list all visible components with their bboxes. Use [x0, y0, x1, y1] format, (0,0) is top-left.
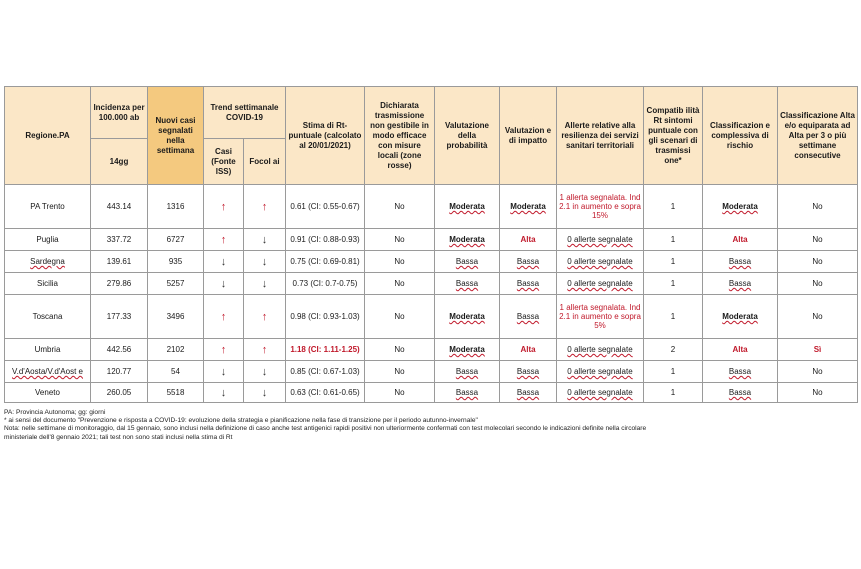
new-cases-cell: 3496	[148, 295, 204, 339]
alerts-cell: 1 allerta segnalata. Ind 2.1 in aumento e sopra 15%	[557, 185, 644, 229]
declared-cell: No	[365, 361, 435, 383]
new-cases-cell: 935	[148, 251, 204, 273]
rt-cell: 0.91 (CI: 0.88-0.93)	[286, 229, 365, 251]
footnote-document: * ai sensi del documento "Prevenzione e risposta a COVID-19: evoluzione della strategia e pianificazione nella fase di transizione per il periodo autunno-invernale"	[4, 417, 478, 425]
alerts-cell: 0 allerte segnalate	[557, 361, 644, 383]
footnote-note: Nota: nelle settimane di monitoraggio, dal 15 gennaio, sono inclusi nella definizione di caso anche test antigenici rapidi positivi non ulteriormente confermati con test molecolari secondo le indicazioni definite nella circolare	[4, 425, 647, 433]
trend-outbreaks-arrow: ↓	[244, 273, 286, 295]
classification-cell: Bassa	[703, 273, 778, 295]
header-probability: Valutazione della probabilità	[435, 87, 500, 185]
rt-cell: 0.63 (CI: 0.61-0.65)	[286, 383, 365, 403]
probability-cell: Moderata	[435, 295, 500, 339]
trend-cases-arrow: ↑	[204, 229, 244, 251]
trend-cases-arrow: ↓	[204, 361, 244, 383]
trend-outbreaks-arrow: ↓	[244, 251, 286, 273]
region-cell: Sicilia	[5, 273, 91, 295]
trend-cases-arrow: ↑	[204, 295, 244, 339]
table-row	[5, 383, 858, 403]
footnotes	[4, 409, 854, 442]
probability-cell: Bassa	[435, 273, 500, 295]
rt-cell: 0.61 (CI: 0.55-0.67)	[286, 185, 365, 229]
declared-cell: No	[365, 339, 435, 361]
impact-cell: Bassa	[500, 273, 557, 295]
trend-cases-arrow: ↑	[204, 185, 244, 229]
header-compatibility: Compatib ilità Rt sintomi puntuale con gli scenari di trasmissi one*	[644, 87, 703, 185]
trend-cases-arrow: ↓	[204, 251, 244, 273]
region-cell: PA Trento	[5, 185, 91, 229]
header-classification: Classificazion e complessiva di rischio	[703, 87, 778, 185]
trend-outbreaks-arrow: ↓	[244, 229, 286, 251]
compatibility-cell: 1	[644, 251, 703, 273]
region-cell: Sardegna	[5, 251, 91, 273]
header-incidence-sub: 14gg	[91, 139, 148, 185]
footnote-abbreviations: PA: Provincia Autonoma; gg: giorni	[4, 409, 106, 416]
impact-cell: Alta	[500, 229, 557, 251]
classification-cell: Moderata	[703, 185, 778, 229]
high-class-cell: No	[778, 273, 858, 295]
region-cell: Umbria	[5, 339, 91, 361]
header-trend: Trend settimanale COVID-19	[204, 87, 286, 139]
alerts-cell: 0 allerte segnalate	[557, 229, 644, 251]
new-cases-cell: 54	[148, 361, 204, 383]
incidence-cell: 260.05	[91, 383, 148, 403]
impact-cell: Moderata	[500, 185, 557, 229]
header-incidence: Incidenza per 100.000 ab	[91, 87, 148, 139]
alerts-cell: 0 allerte segnalate	[557, 383, 644, 403]
trend-cases-arrow: ↓	[204, 273, 244, 295]
incidence-cell: 337.72	[91, 229, 148, 251]
impact-cell: Bassa	[500, 251, 557, 273]
new-cases-cell: 5518	[148, 383, 204, 403]
compatibility-cell: 1	[644, 185, 703, 229]
compatibility-cell: 2	[644, 339, 703, 361]
high-class-cell: No	[778, 229, 858, 251]
alerts-cell: 0 allerte segnalate	[557, 251, 644, 273]
incidence-cell: 443.14	[91, 185, 148, 229]
table-row	[5, 295, 858, 339]
trend-outbreaks-arrow: ↑	[244, 185, 286, 229]
alerts-cell: 0 allerte segnalate	[557, 339, 644, 361]
rt-cell: 0.75 (CI: 0.69-0.81)	[286, 251, 365, 273]
high-class-cell: No	[778, 295, 858, 339]
alerts-cell: 1 allerta segnalata. Ind 2.1 in aumento e sopra 5%	[557, 295, 644, 339]
impact-cell: Bassa	[500, 361, 557, 383]
probability-cell: Bassa	[435, 251, 500, 273]
trend-outbreaks-arrow: ↓	[244, 383, 286, 403]
compatibility-cell: 1	[644, 273, 703, 295]
table-row	[5, 339, 858, 361]
impact-cell: Alta	[500, 339, 557, 361]
risk-table	[4, 86, 858, 403]
high-class-cell: No	[778, 185, 858, 229]
incidence-cell: 442.56	[91, 339, 148, 361]
high-class-cell: No	[778, 383, 858, 403]
impact-cell: Bassa	[500, 295, 557, 339]
trend-outbreaks-arrow: ↑	[244, 295, 286, 339]
header-impact: Valutazion e di impatto	[500, 87, 557, 185]
new-cases-cell: 5257	[148, 273, 204, 295]
declared-cell: No	[365, 229, 435, 251]
compatibility-cell: 1	[644, 383, 703, 403]
trend-cases-arrow: ↓	[204, 383, 244, 403]
incidence-cell: 139.61	[91, 251, 148, 273]
classification-cell: Bassa	[703, 361, 778, 383]
header-region: Regione.PA	[5, 87, 91, 185]
table-row	[5, 229, 858, 251]
header-rt: Stima di Rt-puntuale (calcolato al 20/01/2021)	[286, 87, 365, 185]
header-declared: Dichiarata trasmissione non gestibile in modo efficace con misure locali (zone rosse)	[365, 87, 435, 185]
probability-cell: Bassa	[435, 361, 500, 383]
trend-outbreaks-arrow: ↓	[244, 361, 286, 383]
high-class-cell: Sì	[778, 339, 858, 361]
new-cases-cell: 1316	[148, 185, 204, 229]
new-cases-cell: 6727	[148, 229, 204, 251]
footnote-note-cont: ministeriale dell'8 gennaio 2021; tali test non sono stati inclusi nella stima di Rt	[4, 433, 233, 441]
compatibility-cell: 1	[644, 229, 703, 251]
header-trend-cases: Casi (Fonte ISS)	[204, 139, 244, 185]
header-alerts: Allerte relative alla resilienza dei servizi sanitari territoriali	[557, 87, 644, 185]
probability-cell: Bassa	[435, 383, 500, 403]
alerts-cell: 0 allerte segnalate	[557, 273, 644, 295]
trend-cases-arrow: ↑	[204, 339, 244, 361]
incidence-cell: 177.33	[91, 295, 148, 339]
declared-cell: No	[365, 295, 435, 339]
classification-cell: Alta	[703, 339, 778, 361]
classification-cell: Bassa	[703, 251, 778, 273]
impact-cell: Bassa	[500, 383, 557, 403]
table-row	[5, 361, 858, 383]
header-trend-outbreaks: Focol ai	[244, 139, 286, 185]
classification-cell: Alta	[703, 229, 778, 251]
compatibility-cell: 1	[644, 361, 703, 383]
rt-cell: 0.85 (CI: 0.67-1.03)	[286, 361, 365, 383]
rt-cell: 1.18 (CI: 1.11-1.25)	[286, 339, 365, 361]
probability-cell: Moderata	[435, 229, 500, 251]
table-row	[5, 273, 858, 295]
declared-cell: No	[365, 251, 435, 273]
declared-cell: No	[365, 273, 435, 295]
rt-cell: 0.73 (CI: 0.7-0.75)	[286, 273, 365, 295]
probability-cell: Moderata	[435, 185, 500, 229]
table-row	[5, 251, 858, 273]
header-new-cases: Nuovi casi segnalati nella settimana	[148, 87, 204, 185]
header-high-class: Classificazione Alta e/o equiparata ad Alta per 3 o più settimane consecutive	[778, 87, 858, 185]
region-cell: Veneto	[5, 383, 91, 403]
trend-outbreaks-arrow: ↑	[244, 339, 286, 361]
compatibility-cell: 1	[644, 295, 703, 339]
rt-cell: 0.98 (CI: 0.93-1.03)	[286, 295, 365, 339]
region-cell: V.d'Aosta/V.d'Aost e	[5, 361, 91, 383]
high-class-cell: No	[778, 361, 858, 383]
region-cell: Puglia	[5, 229, 91, 251]
new-cases-cell: 2102	[148, 339, 204, 361]
incidence-cell: 279.86	[91, 273, 148, 295]
high-class-cell: No	[778, 251, 858, 273]
region-cell: Toscana	[5, 295, 91, 339]
incidence-cell: 120.77	[91, 361, 148, 383]
classification-cell: Bassa	[703, 383, 778, 403]
table-row	[5, 185, 858, 229]
declared-cell: No	[365, 185, 435, 229]
classification-cell: Moderata	[703, 295, 778, 339]
declared-cell: No	[365, 383, 435, 403]
probability-cell: Moderata	[435, 339, 500, 361]
